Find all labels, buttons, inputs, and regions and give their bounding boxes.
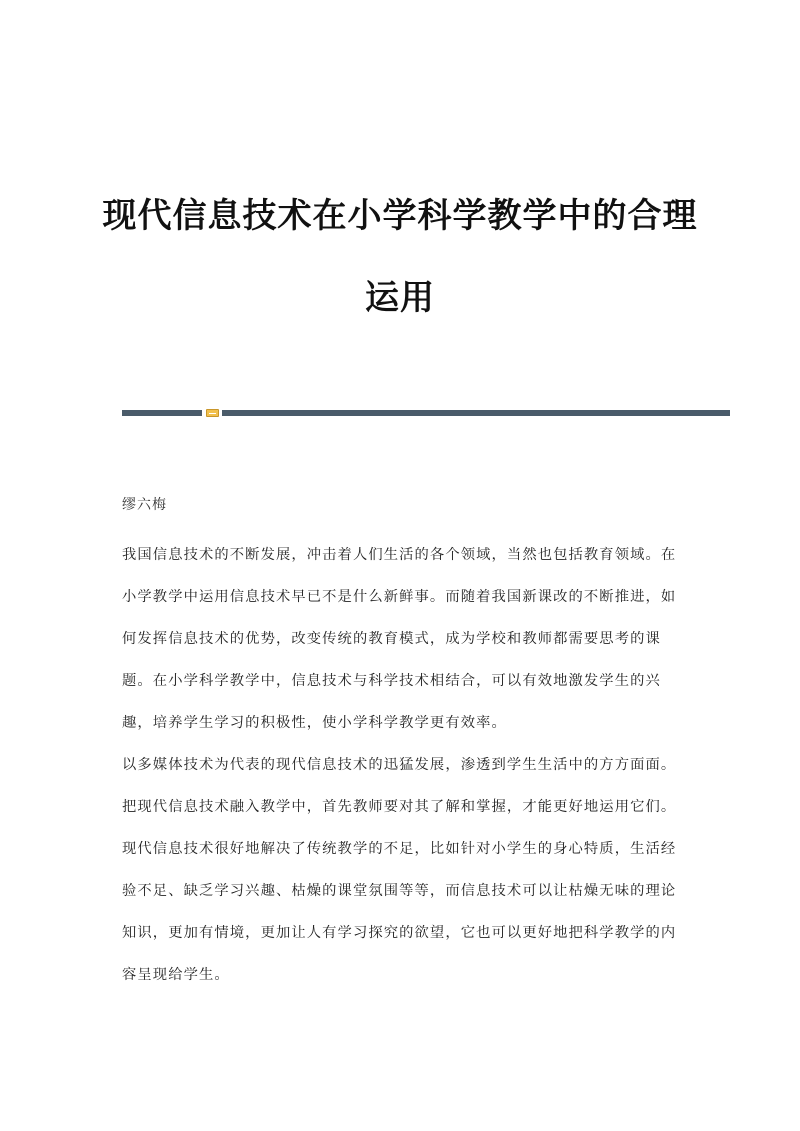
divider-bar-left bbox=[122, 410, 202, 416]
divider-bar-right bbox=[222, 410, 730, 416]
author-name: 缪六梅 bbox=[122, 497, 167, 513]
body-paragraph-1: 我国信息技术的不断发展，冲击着人们生活的各个领域，当然也包括教育领域。在小学教学中运用信息技术早已不是什么新鲜事。而随着我国新课改的不断推进，如何发挥信息技术的优势，改变传统的教育模式，成为学校和教师都需要思考的课题。在小学科学教学中，信息技术与科学技术相结合，可以有效地激发学生的兴趣，培养学生学习的积极性，使小学科学教学更有效率。 bbox=[122, 547, 677, 731]
document-title-line-2: 运用 bbox=[365, 278, 435, 318]
document-title-line-1: 现代信息技术在小学科学教学中的合理 bbox=[102, 196, 698, 236]
title-divider bbox=[122, 409, 730, 417]
divider-mark-icon bbox=[206, 409, 219, 417]
body-paragraph-2: 以多媒体技术为代表的现代信息技术的迅猛发展，渗透到学生生活中的方方面面。把现代信息技术融入教学中，首先教师要对其了解和掌握，才能更好地运用它们。现代信息技术很好地解决了传统教学的不足，比如针对小学生的身心特质，生活经验不足、缺乏学习兴趣、枯燥的课堂氛围等等，而信息技术可以让枯燥无味的理论知识，更加有情境，更加让人有学习探究的欲望，它也可以更好地把科学教学的内容呈现给学生。 bbox=[122, 757, 677, 983]
